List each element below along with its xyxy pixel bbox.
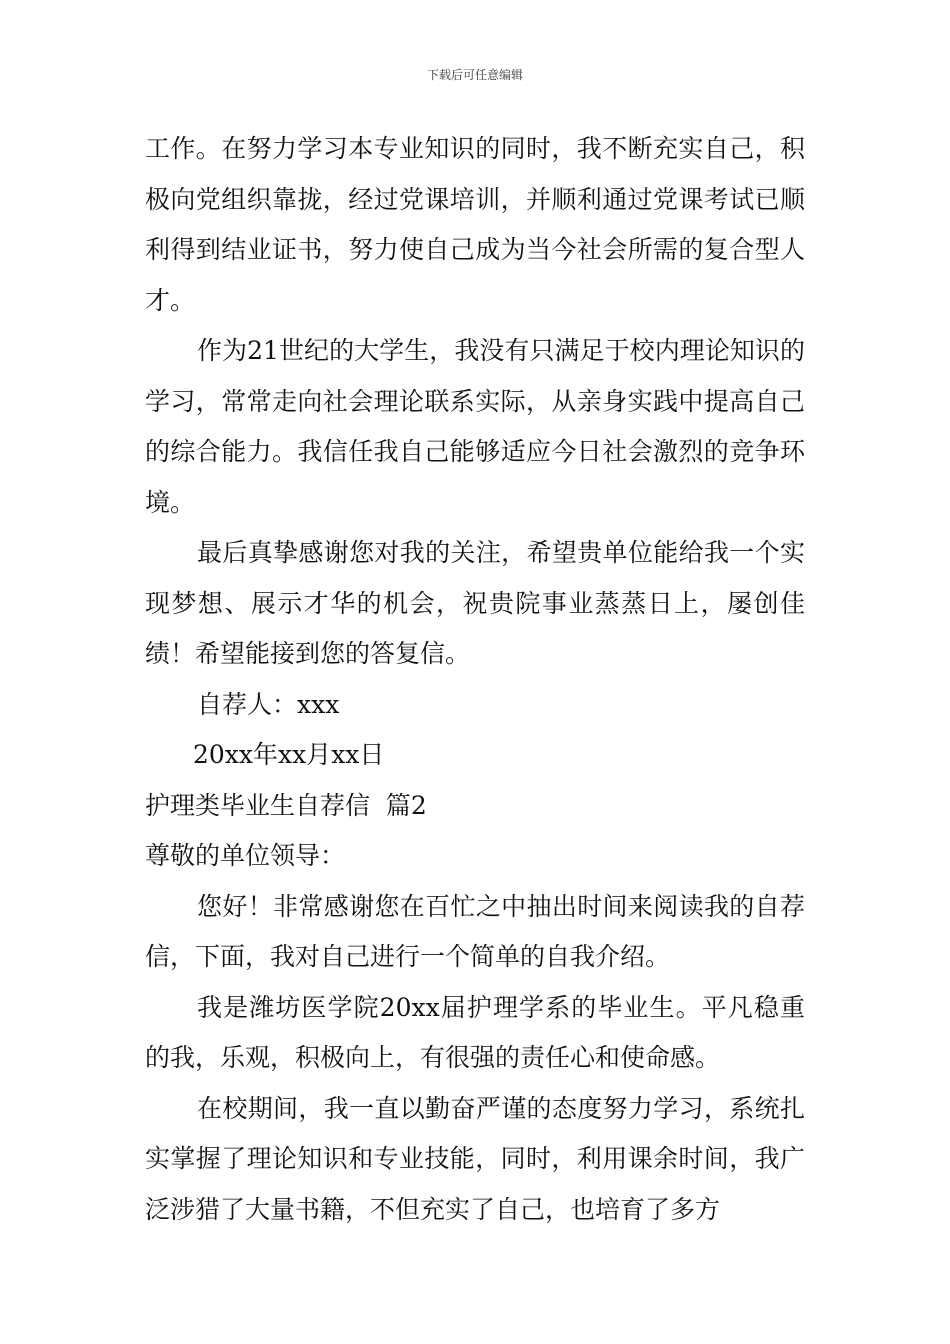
section-title: 护理类毕业生自荐信 篇2 (145, 790, 427, 820)
paragraph-continuation: 工作。在努力学习本专业知识的同时，我不断充实自己，积极向党组织靠拢，经过党课培训，并顺利通过党课考试已顺利得到结业证书，努力使自己成为当今社会所需的复合型人才。 (145, 134, 805, 315)
paragraph-greeting: 您好！非常感谢您在百忙之中抽出时间来阅读我的自荐信，下面，我对自己进行一个简单的自我介绍。 (145, 891, 805, 971)
date-line: 20xx年xx月xx日 (193, 740, 385, 769)
paragraph-closing-thanks: 最后真挚感谢您对我的关注，希望贵单位能给我一个实现梦想、展示才华的机会，祝贵院事业蒸蒸日上，屡创佳绩！希望能接到您的答复信。 (145, 538, 805, 668)
paragraph-school-period: 在校期间，我一直以勤奋严谨的态度努力学习，系统扎实掌握了理论知识和专业技能，同时，利用课余时间，我广泛涉猎了大量书籍，不但充实了自己，也培育了多方 (145, 1093, 805, 1224)
document-body (145, 124, 805, 1235)
page-header-note: 下载后可任意编辑 (426, 68, 523, 82)
paragraph-self-improvement: 作为21世纪的大学生，我没有只满足于校内理论知识的学习，常常走向社会理论联系实际，从亲身实践中提高自己的综合能力。我信任我自己能够适应今日社会激烈的竞争环境。 (145, 336, 805, 517)
salutation: 尊敬的单位领导： (145, 841, 346, 870)
signer-line: 自荐人：xxx (197, 689, 340, 719)
paragraph-introduction: 我是潍坊医学院20xx届护理学系的毕业生。平凡稳重的我，乐观，积极向上，有很强的责任心和使命感。 (145, 992, 805, 1072)
